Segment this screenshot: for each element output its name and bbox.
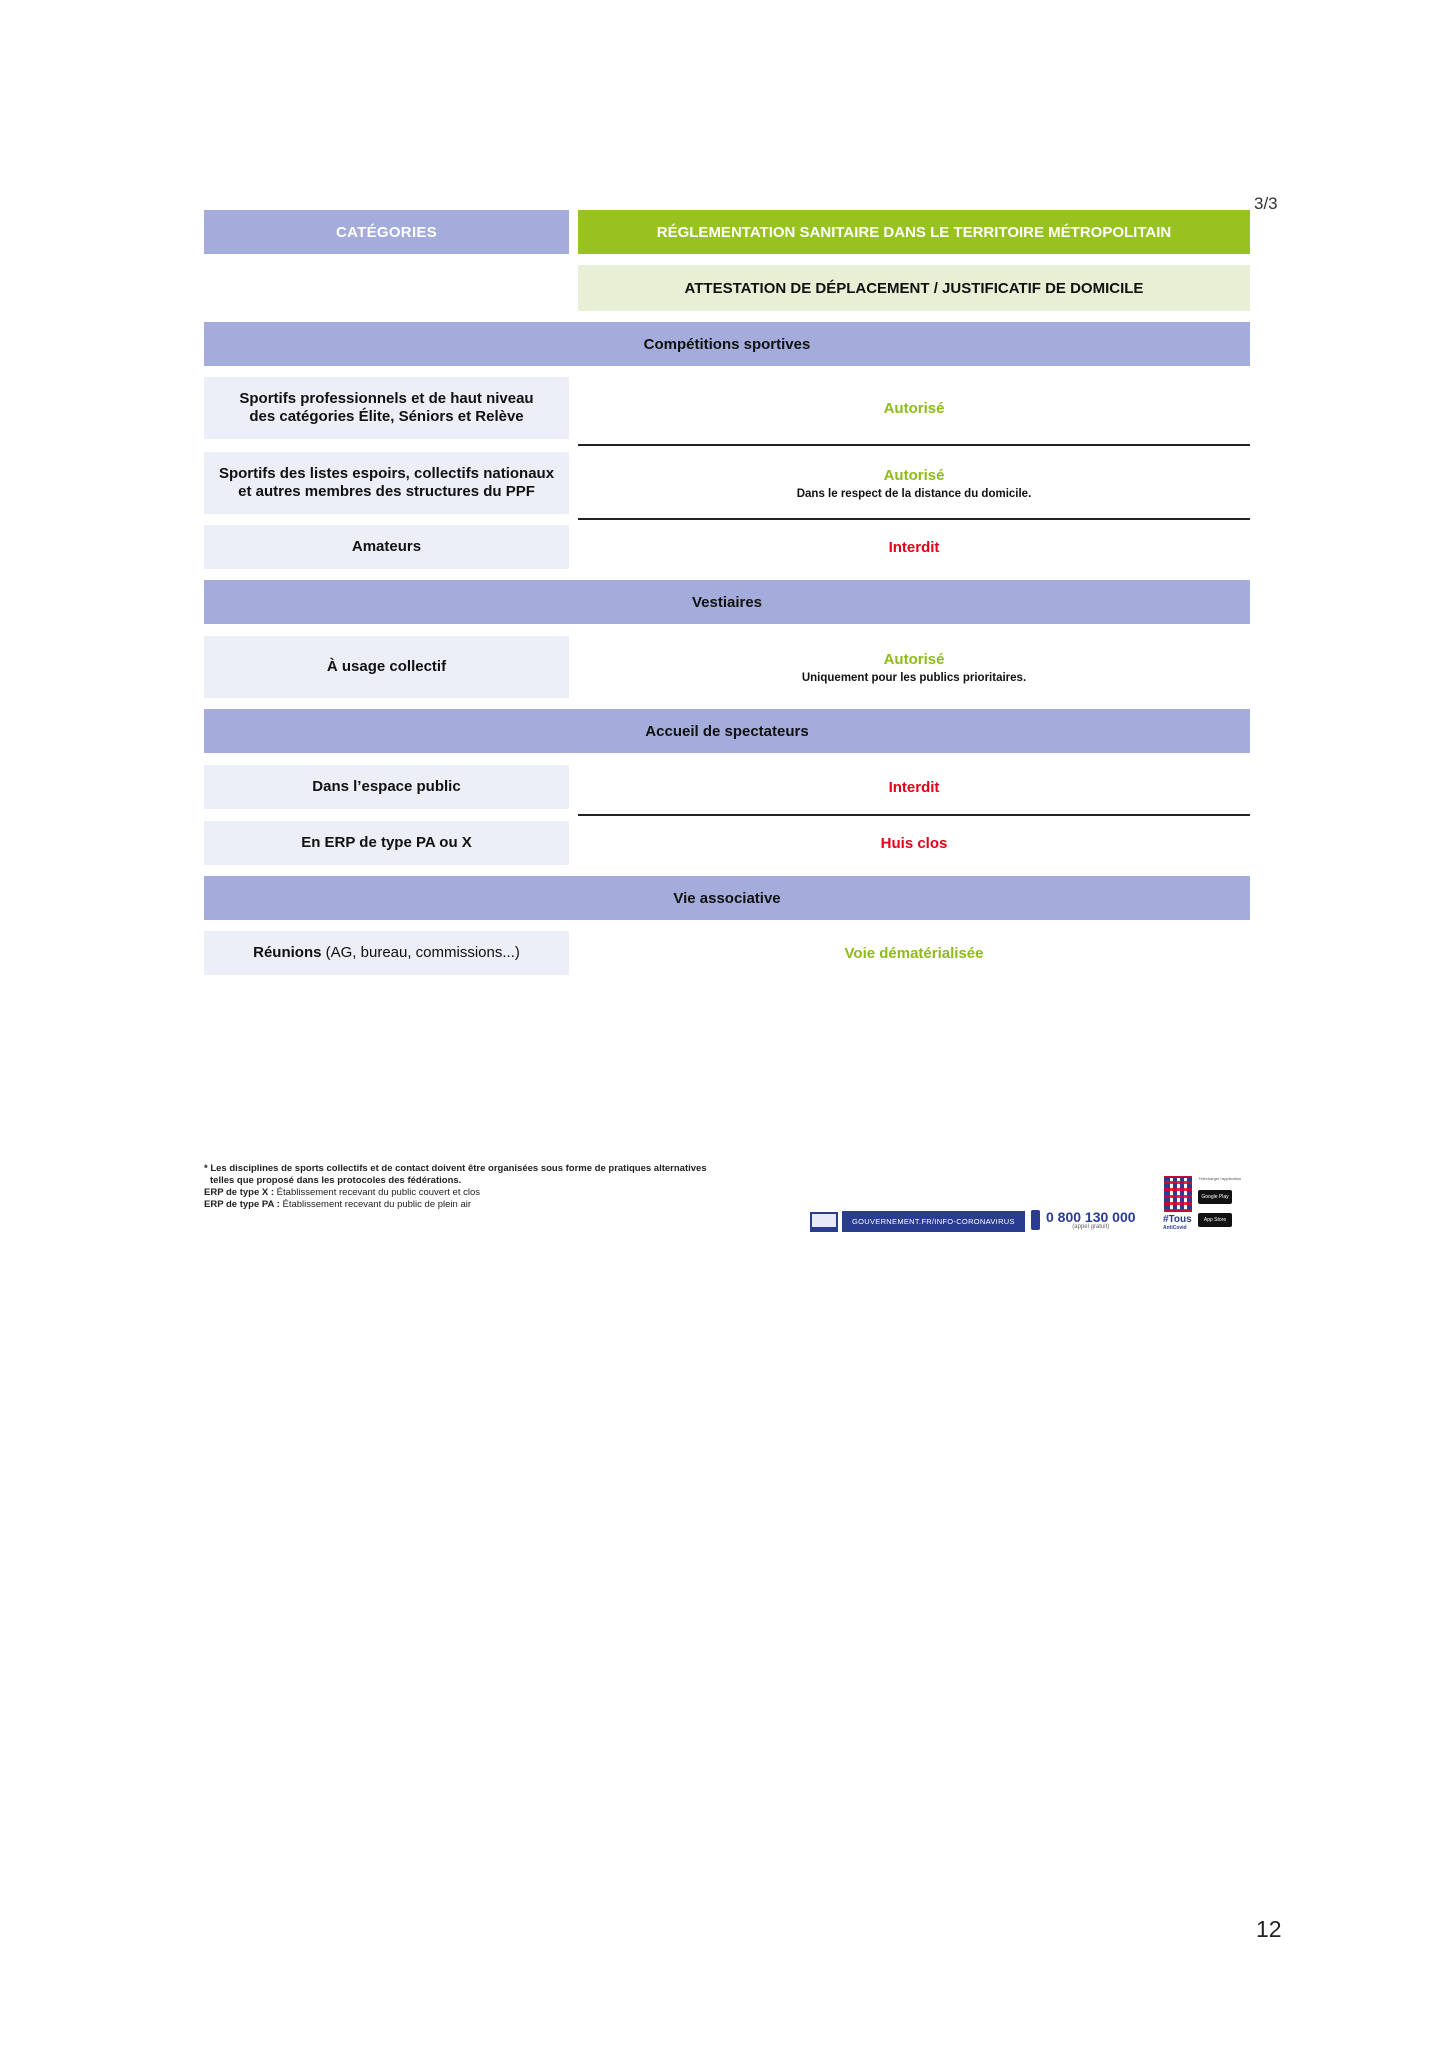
header-regulation: RÉGLEMENTATION SANITAIRE DANS LE TERRITOIRE MÉTROPOLITAIN: [578, 210, 1250, 254]
phone-number[interactable]: 0 800 130 000: [1046, 1209, 1136, 1225]
row-pro-label: [204, 377, 569, 439]
phone-icon: [1031, 1210, 1040, 1230]
footnote-erppa: [204, 1199, 707, 1211]
store-tag: Télécharger l'application: [1198, 1176, 1242, 1181]
header-categories: CATÉGORIES: [204, 210, 569, 254]
phone-info[interactable]: [1031, 1210, 1136, 1230]
section-vestiaires: Vestiaires: [204, 580, 1250, 624]
section-vie-associative: Vie associative: [204, 876, 1250, 920]
footnote-disciplines: [204, 1163, 707, 1211]
tous-label: #Tous: [1163, 1214, 1192, 1225]
row-reunions-label: [204, 931, 569, 975]
row-espoirs-label: [204, 452, 569, 514]
row-espace-label: Dans l’espace public: [204, 765, 569, 809]
qr-code-overlay: [1164, 1176, 1192, 1212]
app-store-badge[interactable]: App Store: [1198, 1213, 1232, 1227]
google-play-badge[interactable]: Google Play: [1198, 1190, 1232, 1204]
row-espoirs-status-cell: [578, 452, 1250, 514]
footnote-erpx-text: Établissement recevant du public couvert et clos: [274, 1187, 480, 1198]
gov-info-banner[interactable]: [810, 1211, 1025, 1232]
footnote-line2: telles que proposé dans les protocoles des fédérations.: [210, 1175, 462, 1186]
section-spectateurs: Accueil de spectateurs: [204, 709, 1250, 753]
row-amateurs-status: Interdit: [888, 538, 940, 556]
row-usage-label: À usage collectif: [204, 636, 569, 698]
row-erp-label: En ERP de type PA ou X: [204, 821, 569, 865]
header-attestation: ATTESTATION DE DÉPLACEMENT / JUSTIFICATIF DE DOMICILE: [578, 265, 1250, 311]
row-amateurs-label: Amateurs: [204, 525, 569, 569]
row-usage-note: Uniquement pour les publics prioritaires.: [801, 671, 1027, 684]
row-usage-status: Autorisé: [883, 650, 945, 668]
row-separator: [578, 814, 1250, 816]
row-pro-line2: des catégories Élite, Séniors et Relève: [249, 408, 524, 425]
row-reunions-bold: Réunions: [253, 944, 322, 961]
row-espoirs-line1: Sportifs des listes espoirs, collectifs nationaux: [218, 465, 555, 482]
tous-anticovid-logo: [1163, 1215, 1192, 1233]
footnote-erpx: [204, 1187, 707, 1199]
footnote-erppa-label: ERP de type PA :: [204, 1199, 280, 1210]
row-espace-status: Interdit: [888, 778, 940, 796]
page-number: 12: [1256, 1916, 1282, 1942]
row-pro-line1: Sportifs professionnels et de haut niveau: [239, 390, 534, 407]
row-reunions-rest: (AG, bureau, commissions...): [321, 944, 520, 961]
footnote-erpx-label: ERP de type X :: [204, 1187, 275, 1198]
tous-sub: AntiCovid: [1163, 1225, 1187, 1231]
row-reunions-status: Voie dématérialisée: [844, 944, 984, 962]
phone-subtext: (appel gratuit): [1072, 1224, 1110, 1230]
footnote-erppa-text: Établissement recevant du public de plein air: [279, 1199, 472, 1210]
footnote-line1: * Les disciplines de sports collectifs et de contact doivent être organisées sous forme de pratiques alternatives: [204, 1163, 707, 1174]
laptop-icon: [810, 1212, 838, 1232]
row-usage-status-cell: [578, 636, 1250, 698]
row-pro-status: Autorisé: [883, 399, 945, 417]
row-espoirs-status: Autorisé: [883, 466, 945, 484]
row-erp-status: Huis clos: [880, 834, 948, 852]
row-espoirs-line2: et autres membres des structures du PPF: [238, 483, 535, 500]
section-competitions: Compétitions sportives: [204, 322, 1250, 366]
gov-link[interactable]: GOUVERNEMENT.FR/INFO-CORONAVIRUS: [842, 1211, 1025, 1232]
row-separator: [578, 518, 1250, 520]
row-espoirs-note: Dans le respect de la distance du domicile.: [796, 487, 1032, 500]
row-separator: [578, 444, 1250, 446]
page-index: 3/3: [1254, 194, 1278, 213]
